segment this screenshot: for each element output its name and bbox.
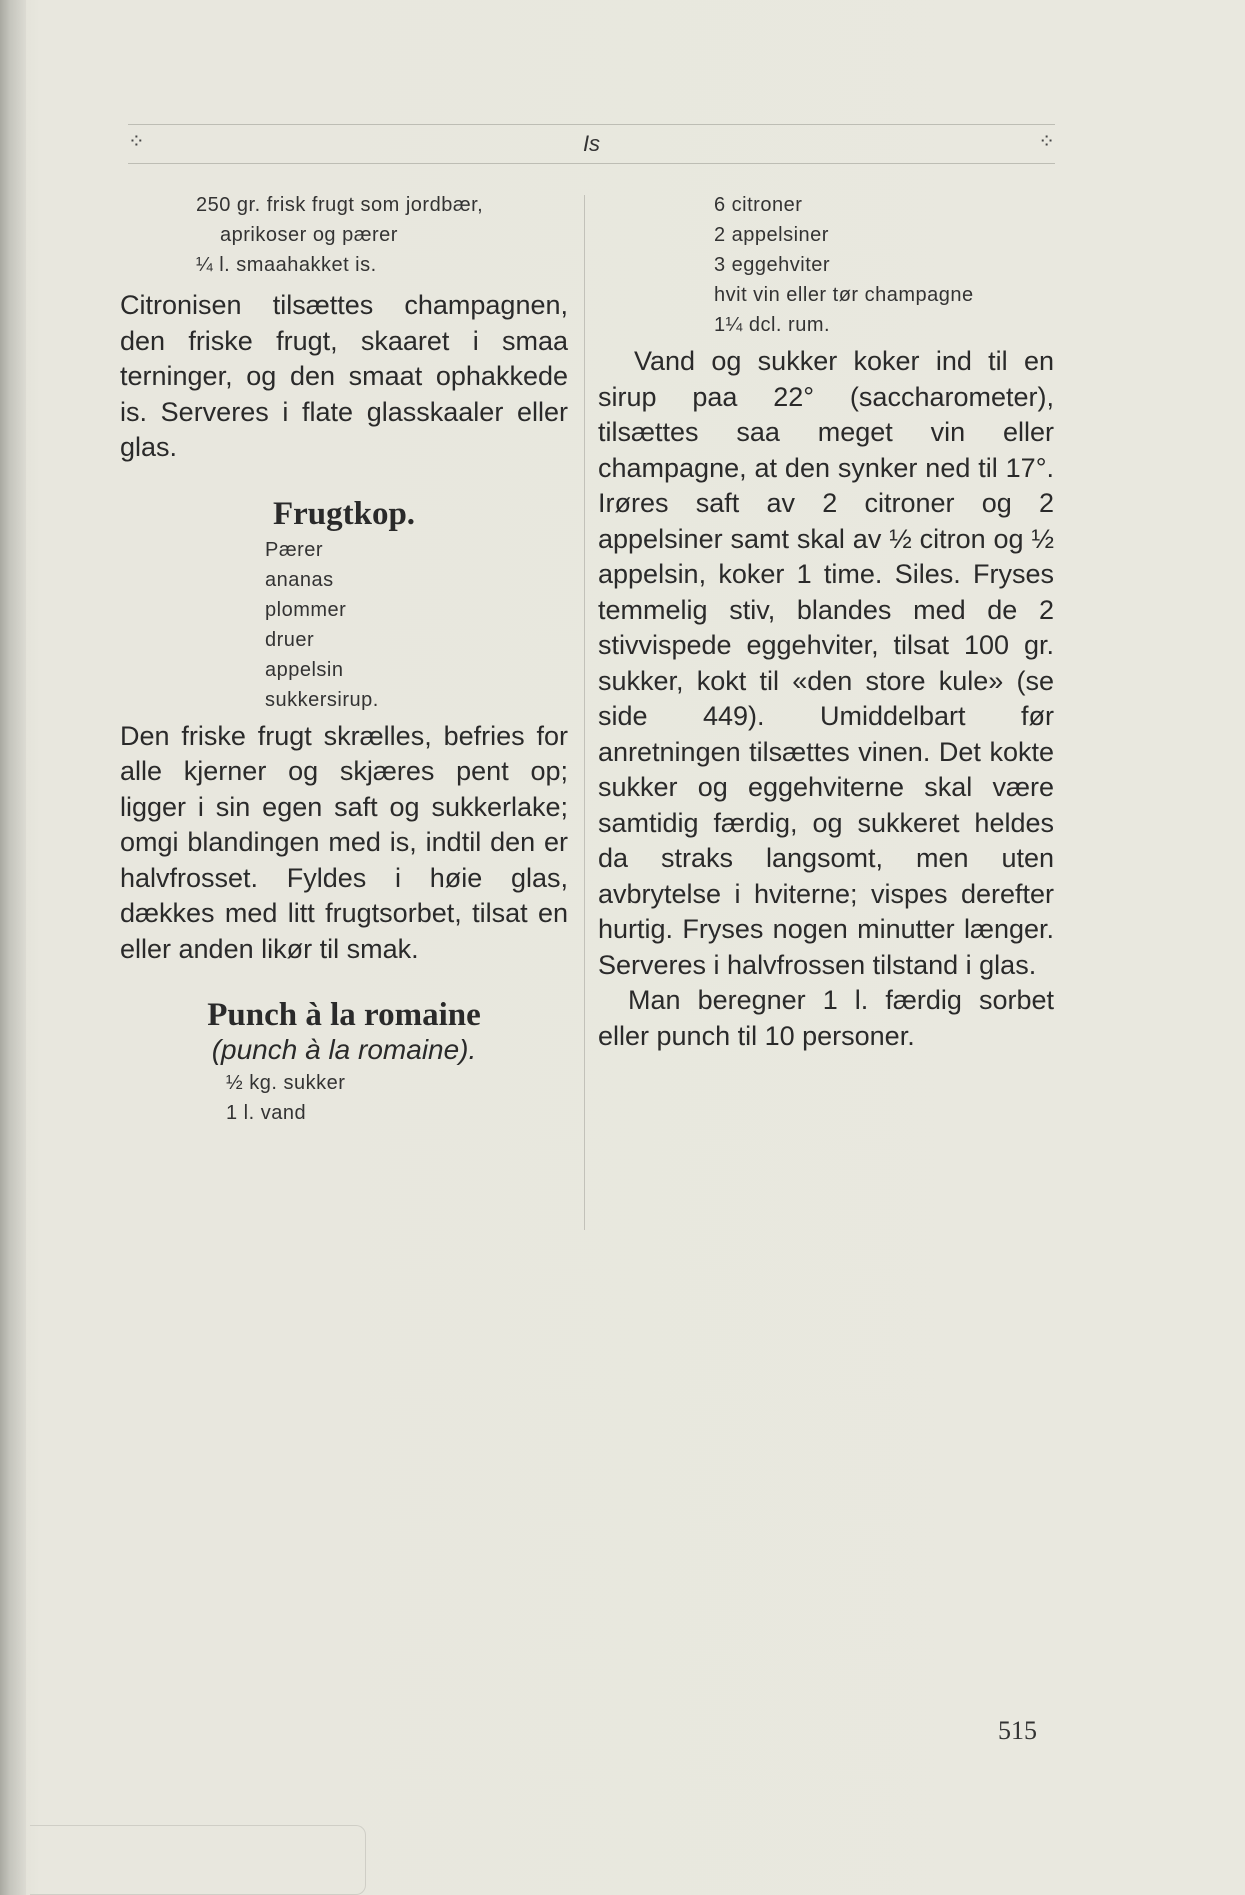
- ingredient-line: Pærer: [265, 538, 324, 561]
- ingredient-line: 1¼ dcl. rum.: [714, 314, 831, 336]
- ingredient-line: sukkersirup.: [265, 688, 379, 711]
- ornament-icon: ⁘: [128, 131, 145, 153]
- ingredient-line: ½ kg. sukker: [226, 1072, 346, 1094]
- page-number: 515: [998, 1716, 1037, 1745]
- column-divider: [584, 195, 585, 1230]
- punch-ingredient-list-continued: [598, 190, 1054, 340]
- left-column: [120, 190, 568, 1128]
- right-column: [598, 190, 1054, 1054]
- intro-method-paragraph: Citronisen tilsættes champagnen, den friske frugt, skaaret i smaa terninger, og den smaat ophakkede is. Serveres i flate glasskaaler eller glas.: [120, 290, 568, 462]
- ingredient-line: plommer: [265, 598, 347, 621]
- intro-ingredient-list: [120, 190, 568, 280]
- running-header: [128, 124, 1055, 164]
- page-corner-mark: [30, 1825, 366, 1895]
- ingredient-line: aprikoser og pærer: [220, 224, 398, 246]
- ornament-icon: ⁘: [1038, 131, 1055, 153]
- punch-ingredient-list: [120, 1068, 568, 1128]
- frugtkop-method-paragraph: Den friske frugt skrælles, befries for alle kjerner og skjæres pent op; ligger i sin egen saft og sukkerlake; omgi blandingen med is, indtil den er halvfrosset. Fyldes i høie glas, dækkes med litt frugtsorbet, tilsat en eller anden likør til smak.: [120, 720, 568, 964]
- ingredient-line: hvit vin eller tør champagne: [714, 284, 974, 306]
- serving-note-paragraph: Man beregner 1 l. færdig sorbet eller punch til 10 personer.: [598, 985, 1054, 1051]
- book-spine: [0, 0, 26, 1895]
- ingredient-line: appelsin: [265, 658, 344, 681]
- punch-heading: Punch à la romaine: [207, 997, 481, 1033]
- punch-method-paragraph: Vand og sukker koker ind til en sirup paa 22° (saccharometer), tilsættes saa meget vin eller champagne, at den synker ned til 17°. Irøres saft av 2 citroner og 2 appelsiner samt skal av ½ citron og ½ appelsin, koker 1 time. Siles. Fryses temmelig stiv, blandes med de 2 stivvispede eggehviter, tilsat 100 gr. sukker, kokt til «den store kule» (se side 449). Umiddelbart før anretningen tilsættes vinen. Det kokte sukker og eggehviterne skal være samtidig færdig, og sukkeret heldes da straks langsomt, men uten avbrytelse i hviterne; vispes derefter hurtig. Fryses nogen minutter længer. Serveres i halvfrossen tilstand i glas.: [598, 346, 1054, 980]
- punch-subheading: (punch à la romaine).: [211, 1034, 477, 1065]
- ingredient-line: 250 gr. frisk frugt som jordbær,: [196, 194, 484, 216]
- ingredient-line: 6 citroner: [714, 194, 803, 216]
- ingredient-line: 2 appelsiner: [714, 224, 829, 246]
- frugtkop-heading: Frugtkop.: [272, 495, 416, 532]
- ingredient-line: druer: [265, 628, 315, 651]
- ingredient-line: 3 eggehviter: [714, 254, 831, 276]
- ingredient-line: ananas: [265, 568, 334, 591]
- header-title: Is: [582, 131, 601, 156]
- frugtkop-ingredient-list: [120, 535, 568, 715]
- ingredient-line: ¼ l. smaahakket is.: [196, 254, 377, 276]
- ingredient-line: 1 l. vand: [226, 1102, 307, 1124]
